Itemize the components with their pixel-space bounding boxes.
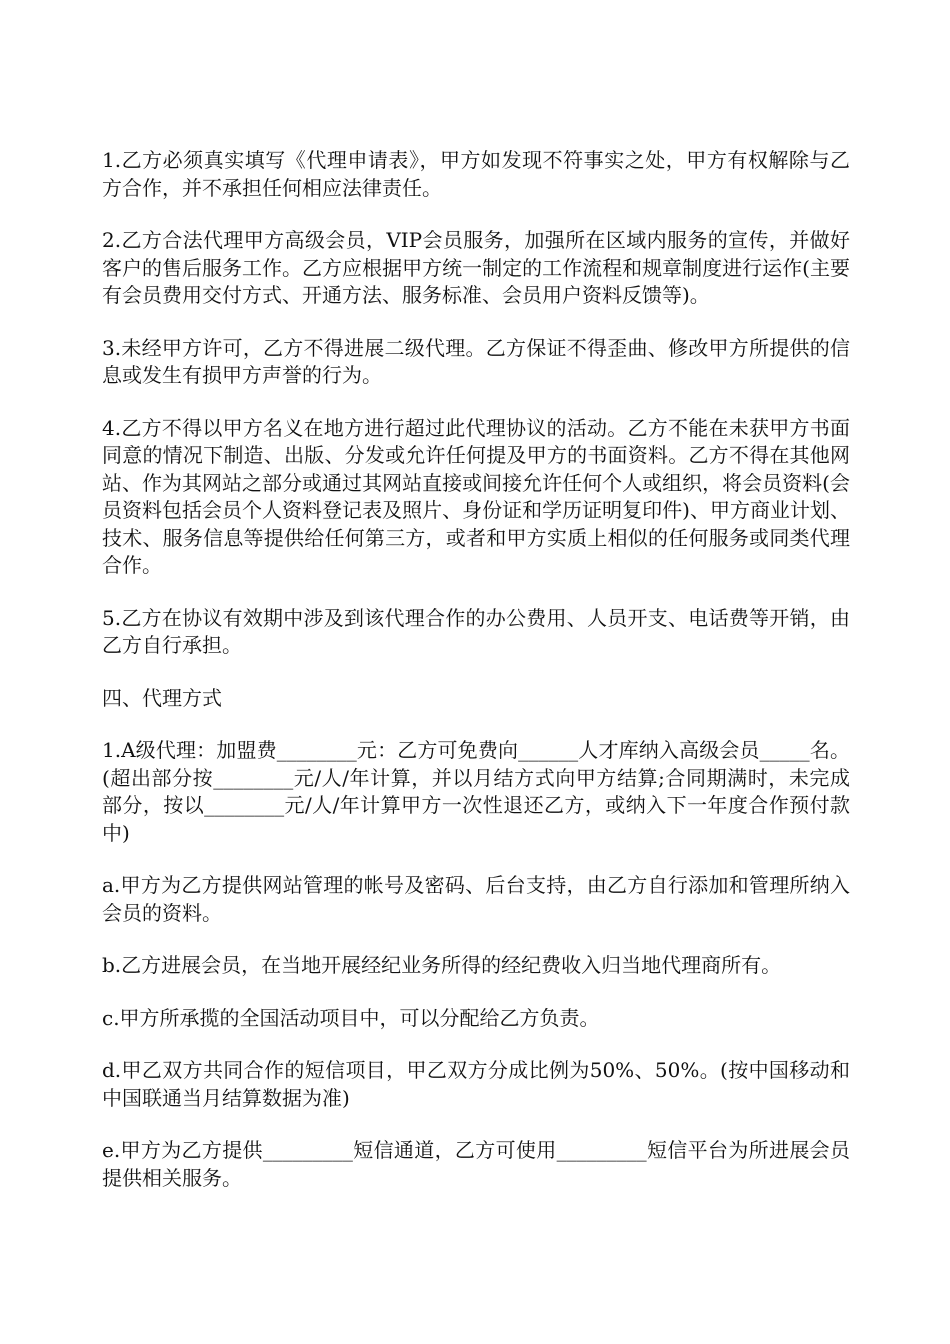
section-heading-agency-mode: 四、代理方式 — [102, 685, 222, 710]
clause-e-sms-channel: e.甲方为乙方提供_________短信通道，乙方可使用_________短信平台为所进展会员提供相关服务。 — [102, 1138, 850, 1190]
clause-b-brokerage-income: b.乙方进展会员，在当地开展经纪业务所得的经纪费收入归当地代理商所有。 — [102, 953, 782, 977]
document-body — [102, 147, 850, 1217]
clause-a-level-agency: 1.A级代理：加盟费________元：乙方可免费向______人才库纳入高级会员_____名。(超出部分按________元/人/年计算，并以月结方式向甲方结算;合同期满时，未完成部分，按以________元/人/年计算甲方一次性退还乙方，或纳入下一年度合作预付款中) — [102, 738, 850, 845]
clause-a-account-support: a.甲方为乙方提供网站管理的帐号及密码、后台支持，由乙方自行添加和管理所纳入会员的资料。 — [102, 873, 850, 925]
clause-2-vip-agency-service: 2.乙方合法代理甲方高级会员，VIP会员服务，加强所在区域内服务的宣传，并做好客户的售后服务工作。乙方应根据甲方统一制定的工作流程和规章制度进行运作(主要有会员费用交付方式、开通方法、服务标准、会员用户资料反馈等)。 — [102, 228, 850, 307]
clause-4-confidentiality: 4.乙方不得以甲方名义在地方进行超过此代理协议的活动。乙方不能在未获甲方书面同意的情况下制造、出版、分发或允许任何提及甲方的书面资料。乙方不得在其他网站、作为其网站之部分或通过其网站直接或间接允许任何个人或组织，将会员资料(会员资料包括会员个人资料登记表及照片、身份证和学历证明复印件)、甲方商业计划、技术、服务信息等提供给任何第三方，或者和甲方实质上相似的任何服务或同类代理合作。 — [102, 415, 850, 577]
clause-5-expenses: 5.乙方在协议有效期中涉及到该代理合作的办公费用、人员开支、电话费等开销，由乙方自行承担。 — [102, 605, 850, 657]
clause-3-no-sub-agency: 3.未经甲方许可，乙方不得进展二级代理。乙方保证不得歪曲、修改甲方所提供的信息或发生有损甲方声誉的行为。 — [102, 335, 850, 387]
clause-c-national-projects: c.甲方所承揽的全国活动项目中，可以分配给乙方负责。 — [102, 1005, 600, 1030]
clause-d-sms-revenue-split: d.甲乙双方共同合作的短信项目，甲乙双方分成比例为50%、50%。(按中国移动和中国联通当月结算数据为准) — [102, 1058, 850, 1110]
clause-1-truthful-application: 1.乙方必须真实填写《代理申请表》，甲方如发现不符事实之处，甲方有权解除与乙方合作，并不承担任何相应法律责任。 — [102, 148, 850, 200]
